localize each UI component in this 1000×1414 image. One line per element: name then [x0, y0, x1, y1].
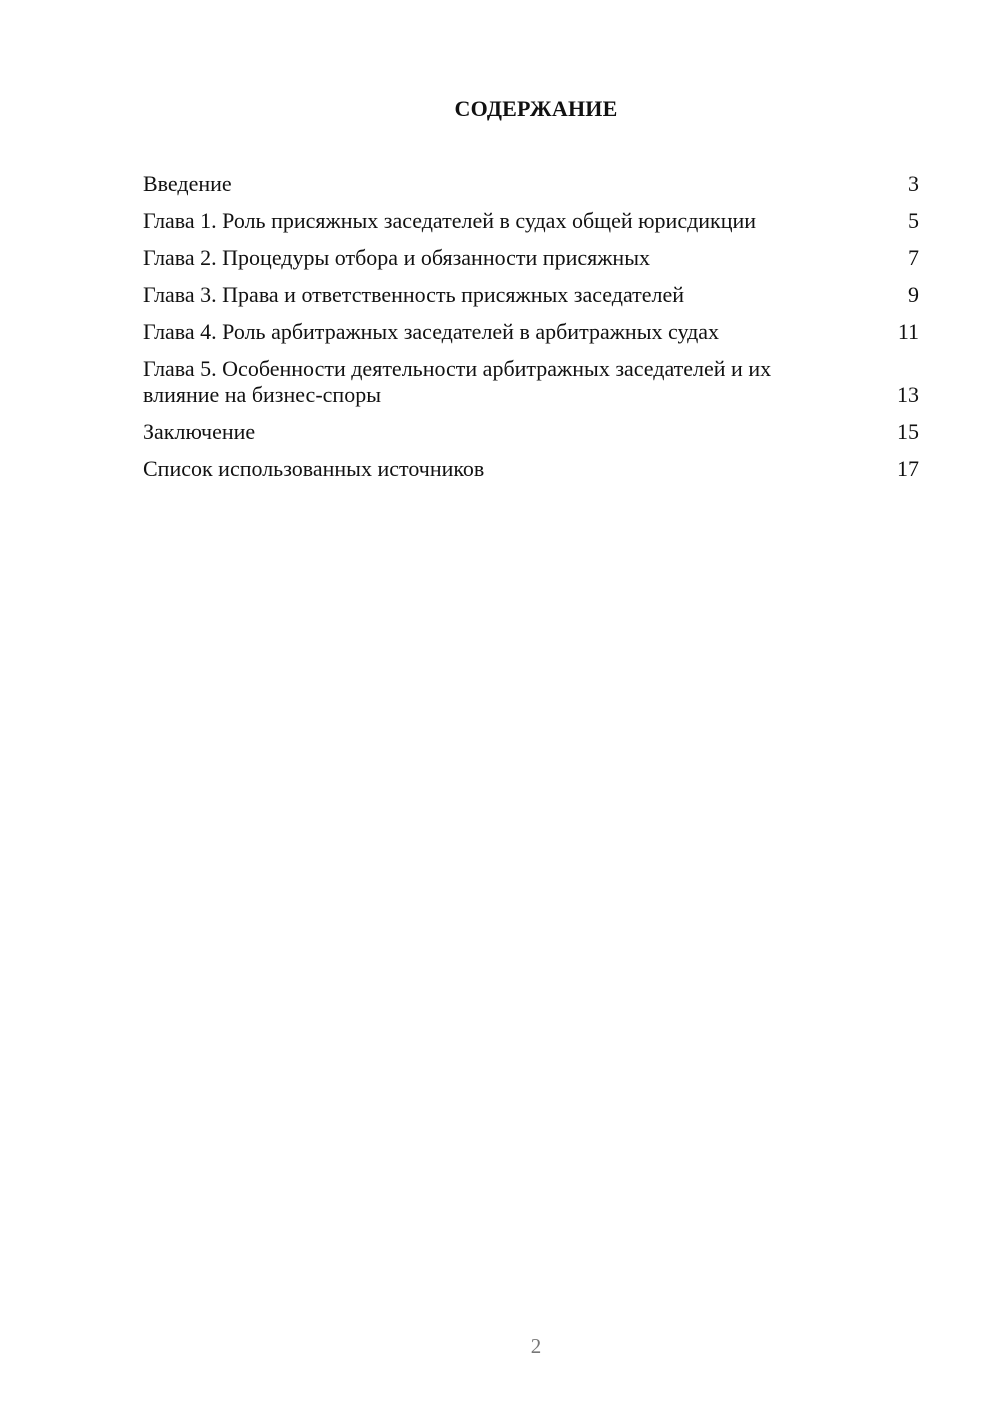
toc-entry-chapter-1[interactable] — [143, 208, 919, 234]
toc-entry-chapter-4[interactable] — [143, 319, 919, 345]
toc-entry-page: 7 — [908, 245, 919, 270]
toc-entry-page: 17 — [897, 456, 919, 481]
toc-entry-title: Глава 2. Процедуры отбора и обязанности присяжных — [143, 245, 650, 270]
toc-entry-title: Глава 3. Права и ответственность присяжных заседателей — [143, 282, 685, 307]
toc-entry-chapter-2[interactable] — [143, 245, 919, 271]
toc-entry-chapter-5[interactable] — [143, 356, 919, 408]
toc-entry-page: 5 — [908, 208, 919, 233]
toc-entry-title: Заключение — [143, 419, 256, 444]
page-title: СОДЕРЖАНИЕ — [454, 96, 618, 121]
toc-entry-page: 13 — [897, 382, 919, 407]
page-number: 2 — [530, 1334, 542, 1358]
toc-entry-title: Список использованных источников — [143, 456, 485, 481]
toc-entry-title: Введение — [143, 171, 232, 196]
table-of-contents — [143, 171, 919, 493]
toc-entry-title: Глава 1. Роль присяжных заседателей в судах общей юрисдикции — [143, 208, 757, 233]
toc-entry-chapter-3[interactable] — [143, 282, 919, 308]
toc-entry-page: 3 — [908, 171, 919, 196]
toc-entry-title: Глава 5. Особенности деятельности арбитражных заседателей и их влияние на бизнес-споры — [143, 356, 772, 407]
toc-entry-title: Глава 4. Роль арбитражных заседателей в арбитражных судах — [143, 319, 720, 344]
toc-entry-page: 15 — [897, 419, 919, 444]
toc-entry-page: 9 — [908, 282, 919, 307]
toc-entry-introduction[interactable] — [143, 171, 919, 197]
toc-entry-references[interactable] — [143, 456, 919, 482]
toc-entry-conclusion[interactable] — [143, 419, 919, 445]
toc-entry-page: 11 — [897, 319, 919, 344]
